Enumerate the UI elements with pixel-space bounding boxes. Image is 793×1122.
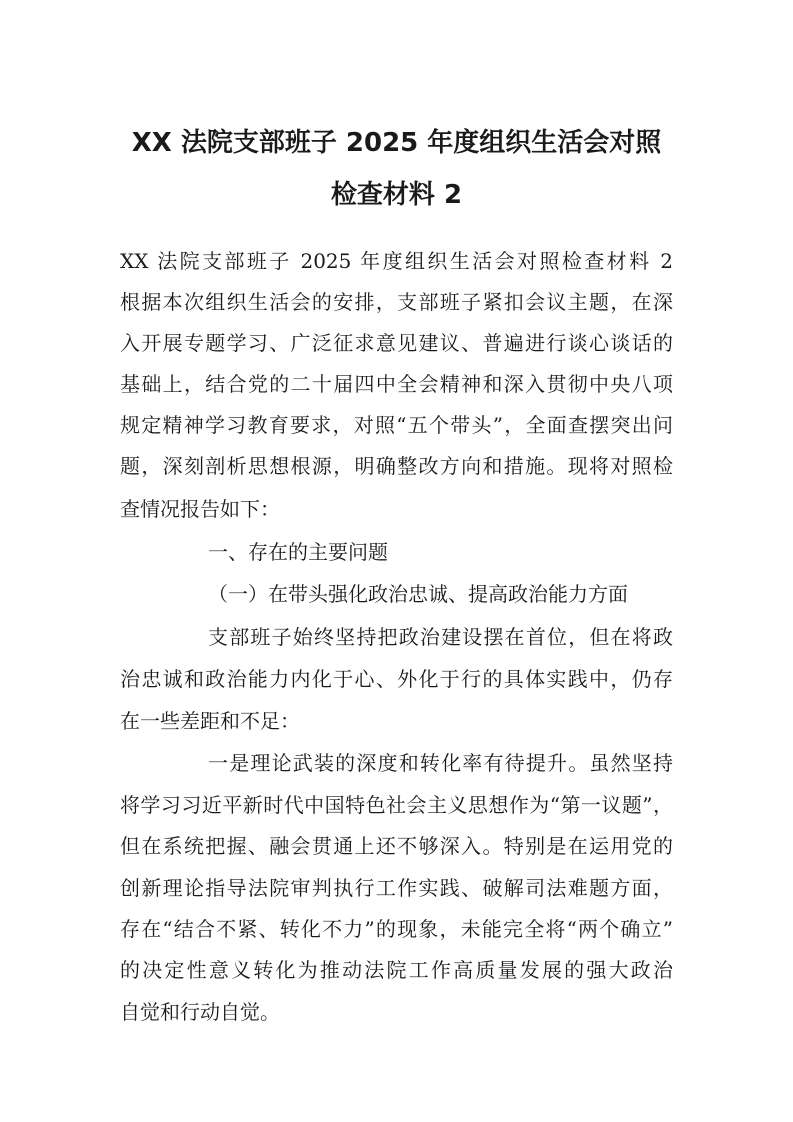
subsection-heading: （一）在带头强化政治忠诚、提高政治能力方面 xyxy=(208,582,628,606)
body-line-11: 治忠诚和政治能力内化于心、外化于行的具体实践中，仍存 xyxy=(120,667,673,691)
body-line-1: XX 法院支部班子 2025 年度组织生活会对照检查材料 2 xyxy=(120,249,673,273)
body-line-2: 根据本次组织生活会的安排，支部班子紧扣会议主题，在深 xyxy=(120,290,673,314)
document-title-line-2: 检查材料 2 xyxy=(330,180,463,210)
body-line-12: 在一些差距和不足： xyxy=(120,709,300,733)
body-line-18: 的决定性意义转化为推动法院工作高质量发展的强大政治 xyxy=(120,958,673,982)
body-line-10: 支部班子始终坚持把政治建设摆在首位，但在将政 xyxy=(208,625,673,649)
document-title-line-1: XX 法院支部班子 2025 年度组织生活会对照 xyxy=(131,128,662,158)
body-line-17: 存在“结合不紧、转化不力”的现象，未能完全将“两个确立” xyxy=(120,917,673,941)
body-line-6: 题，深刻剖析思想根源，明确整改方向和措施。现将对照检 xyxy=(120,454,673,478)
body-line-13: 一是理论武装的深度和转化率有待提升。虽然坚持 xyxy=(208,751,673,775)
body-line-3: 入开展专题学习、广泛征求意见建议、普遍进行谈心谈话的 xyxy=(120,331,673,355)
body-line-14: 将学习习近平新时代中国特色社会主义思想作为“第一议题”， xyxy=(120,793,673,817)
body-line-15: 但在系统把握、融会贯通上还不够深入。特别是在运用党的 xyxy=(120,834,673,858)
section-heading: 一、存在的主要问题 xyxy=(208,540,388,564)
body-line-5: 规定精神学习教育要求，对照“五个带头”，全面查摆突出问 xyxy=(120,413,673,437)
body-line-19: 自觉和行动自觉。 xyxy=(120,1000,280,1024)
body-line-4: 基础上，结合党的二十届四中全会精神和深入贯彻中央八项 xyxy=(120,372,673,396)
body-line-7: 查情况报告如下： xyxy=(120,497,280,521)
body-line-16: 创新理论指导法院审判执行工作实践、破解司法难题方面， xyxy=(120,876,673,900)
